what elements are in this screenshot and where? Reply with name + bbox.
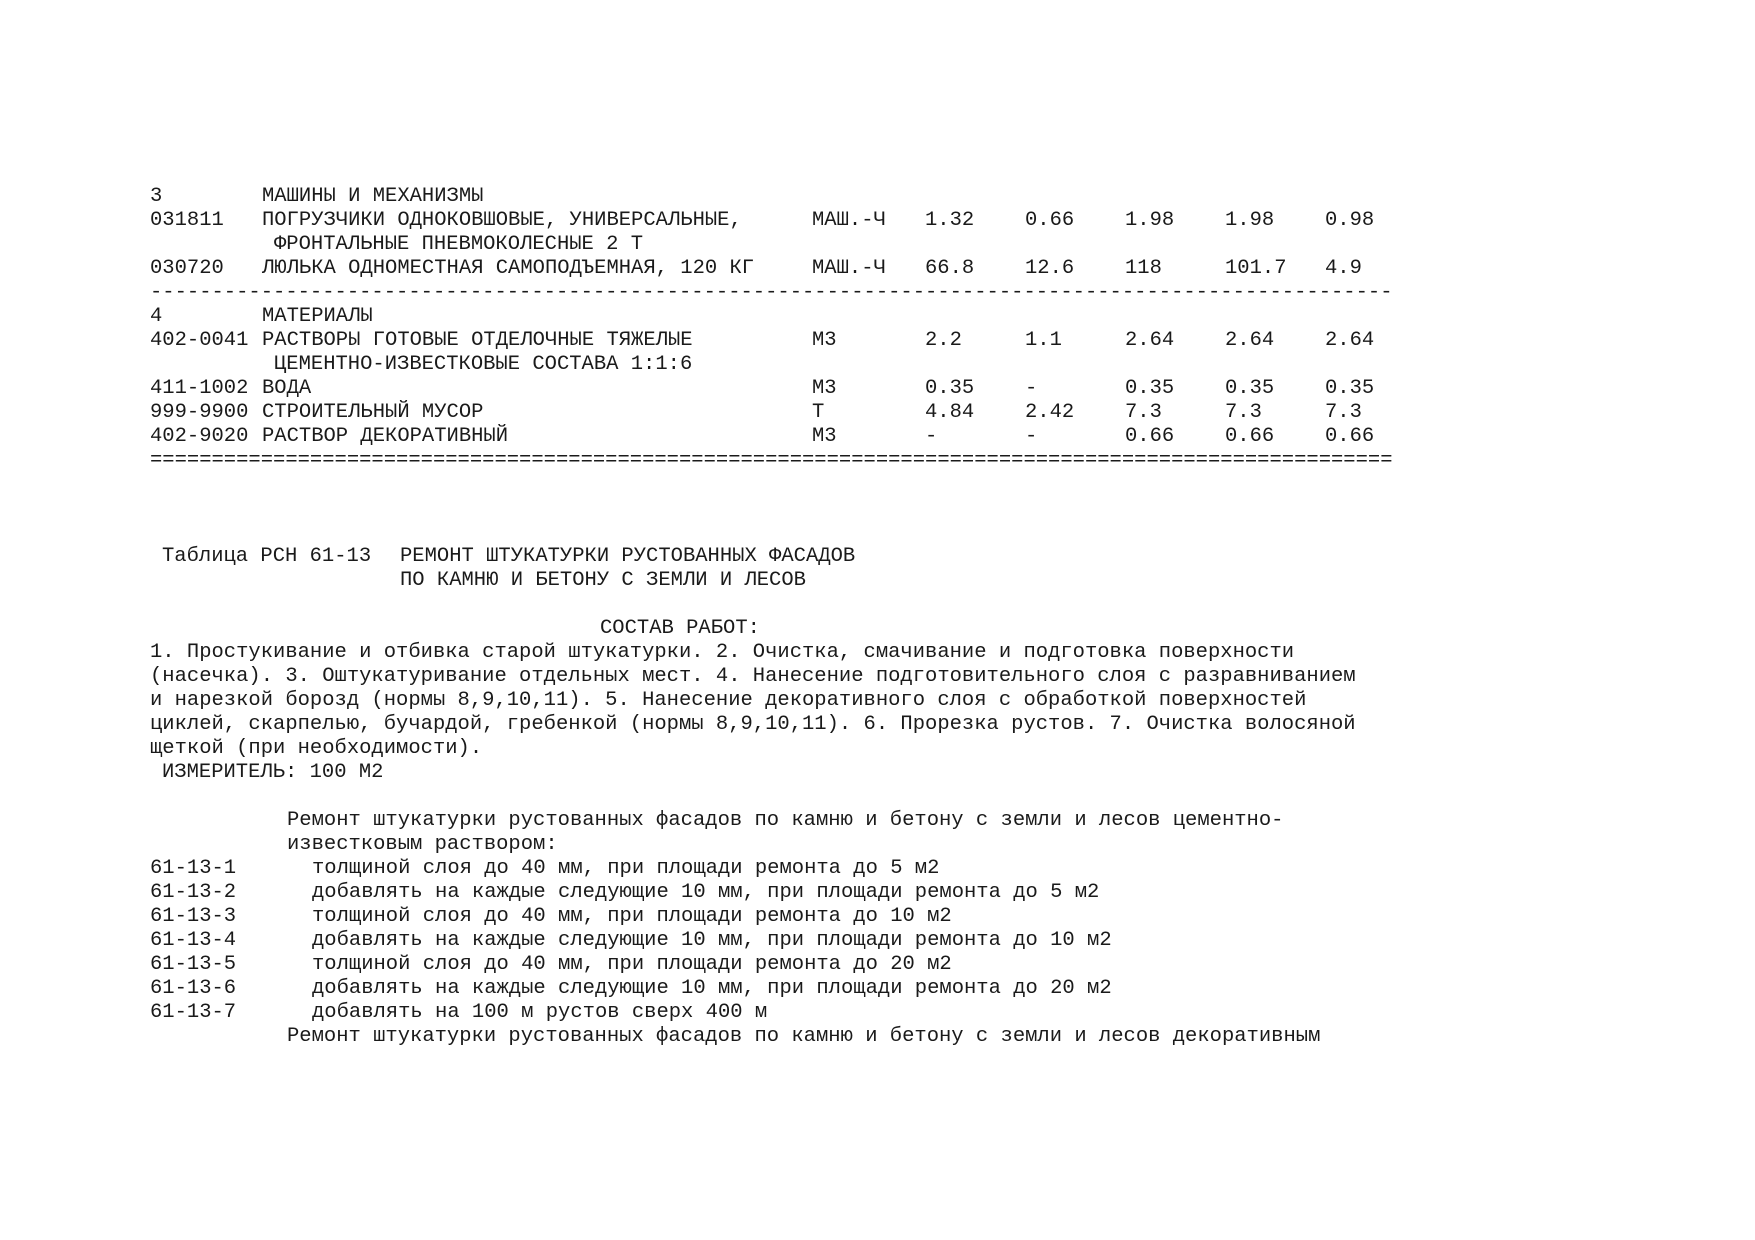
- section-number: 4: [150, 305, 163, 328]
- value-col-4: 7.3: [1225, 401, 1262, 424]
- table-heading-continuation: [0, 569, 1755, 593]
- norm-code: 61-13-7: [150, 1001, 237, 1024]
- resource-code: 999-9900: [150, 401, 249, 424]
- norm-description: толщиной слоя до 40 мм, при площади ремонта до 5 м2: [312, 857, 940, 880]
- resource-code: 402-9020: [150, 425, 249, 448]
- table-row: [0, 209, 1755, 233]
- resource-unit: М3: [812, 377, 837, 400]
- section-header-materials: [0, 305, 1755, 329]
- value-col-1: 4.84: [925, 401, 975, 424]
- value-col-4: 101.7: [1225, 257, 1287, 280]
- norm-group-text: Ремонт штукатурки рустованных фасадов по камню и бетону с земли и лесов декоративным: [287, 1025, 1321, 1048]
- value-col-5: 0.66: [1325, 425, 1375, 448]
- value-col-5: 7.3: [1325, 401, 1362, 424]
- work-text: (насечка). 3. Оштукатуривание отдельных мест. 4. Нанесение подготовительного слоя с разравниванием: [150, 665, 1356, 688]
- work-text: 1. Простукивание и отбивка старой штукатурки. 2. Очистка, смачивание и подготовка поверхности: [150, 641, 1295, 664]
- value-col-3: 1.98: [1125, 209, 1175, 232]
- norm-row: [0, 953, 1755, 977]
- value-col-3: 2.64: [1125, 329, 1175, 352]
- resource-name: СТРОИТЕЛЬНЫЙ МУСОР: [262, 401, 484, 424]
- section-title: МАТЕРИАЛЫ: [262, 305, 373, 328]
- norm-description: добавлять на каждые следующие 10 мм, при площади ремонта до 5 м2: [312, 881, 1100, 904]
- resource-name-continued: ЦЕМЕНТНО-ИЗВЕСТКОВЫЕ СОСТАВА 1:1:6: [274, 353, 693, 376]
- norm-row: [0, 929, 1755, 953]
- resource-name: РАСТВОР ДЕКОРАТИВНЫЙ: [262, 425, 509, 448]
- table-row: [0, 257, 1755, 281]
- norm-row: [0, 905, 1755, 929]
- value-col-2: -: [1025, 377, 1038, 400]
- norm-row: [0, 881, 1755, 905]
- value-col-1: 2.2: [925, 329, 962, 352]
- value-col-4: 1.98: [1225, 209, 1275, 232]
- table-row-continuation: [0, 233, 1755, 257]
- value-col-4: 0.35: [1225, 377, 1275, 400]
- value-col-2: 1.1: [1025, 329, 1062, 352]
- value-col-5: 2.64: [1325, 329, 1375, 352]
- value-col-1: 0.35: [925, 377, 975, 400]
- value-col-4: 2.64: [1225, 329, 1275, 352]
- norm-description: добавлять на каждые следующие 10 мм, при площади ремонта до 20 м2: [312, 977, 1112, 1000]
- value-col-1: -: [925, 425, 938, 448]
- section-number: 3: [150, 185, 163, 208]
- resource-unit: МАШ.-Ч: [812, 209, 886, 232]
- resource-name: РАСТВОРЫ ГОТОВЫЕ ОТДЕЛОЧНЫЕ ТЯЖЕЛЫЕ: [262, 329, 693, 352]
- norm-description: толщиной слоя до 40 мм, при площади ремонта до 20 м2: [312, 953, 952, 976]
- value-col-3: 118: [1125, 257, 1162, 280]
- norm-row: [0, 1001, 1755, 1025]
- norm-group-text: известковым раствором:: [287, 833, 558, 856]
- norm-code: 61-13-4: [150, 929, 237, 952]
- value-col-1: 66.8: [925, 257, 975, 280]
- work-text-line: [0, 665, 1755, 689]
- table-row: [0, 377, 1755, 401]
- measure-unit: ИЗМЕРИТЕЛЬ: 100 М2: [162, 761, 384, 784]
- dash-rule: -----------------------------------------------------------------------------------------------------: [150, 281, 1393, 304]
- work-heading-line: [0, 617, 1755, 641]
- work-text-line: [0, 713, 1755, 737]
- resource-unit: М3: [812, 329, 837, 352]
- resource-name: ЛЮЛЬКА ОДНОМЕСТНАЯ САМОПОДЪЕМНАЯ, 120 КГ: [262, 257, 755, 280]
- value-col-2: 12.6: [1025, 257, 1075, 280]
- resource-unit: Т: [812, 401, 825, 424]
- value-col-5: 4.9: [1325, 257, 1362, 280]
- value-col-1: 1.32: [925, 209, 975, 232]
- measure-line: [0, 761, 1755, 785]
- norm-code: 61-13-6: [150, 977, 237, 1000]
- work-text-line: [0, 689, 1755, 713]
- work-text: щеткой (при необходимости).: [150, 737, 483, 760]
- value-col-3: 0.35: [1125, 377, 1175, 400]
- value-col-5: 0.35: [1325, 377, 1375, 400]
- resource-name: ПОГРУЗЧИКИ ОДНОКОВШОВЫЕ, УНИВЕРСАЛЬНЫЕ,: [262, 209, 742, 232]
- norm-group-text: Ремонт штукатурки рустованных фасадов по камню и бетону с земли и лесов цементно-: [287, 809, 1284, 832]
- norm-row: [0, 977, 1755, 1001]
- resource-name-continued: ФРОНТАЛЬНЫЕ ПНЕВМОКОЛЕСНЫЕ 2 Т: [274, 233, 644, 256]
- value-col-4: 0.66: [1225, 425, 1275, 448]
- table-row: [0, 401, 1755, 425]
- work-text-line: [0, 641, 1755, 665]
- section-title: МАШИНЫ И МЕХАНИЗМЫ: [262, 185, 484, 208]
- value-col-5: 0.98: [1325, 209, 1375, 232]
- norm-group-title: [0, 833, 1755, 857]
- norm-code: 61-13-1: [150, 857, 237, 880]
- double-rule: =====================================================================================================: [150, 449, 1393, 472]
- table-label: Таблица РСН 61-13: [162, 545, 372, 568]
- norm-code: 61-13-3: [150, 905, 237, 928]
- norm-description: толщиной слоя до 40 мм, при площади ремонта до 10 м2: [312, 905, 952, 928]
- resource-code: 411-1002: [150, 377, 249, 400]
- resource-unit: МАШ.-Ч: [812, 257, 886, 280]
- value-col-2: 2.42: [1025, 401, 1075, 424]
- norm-group-title: [0, 1025, 1755, 1049]
- table-row: [0, 329, 1755, 353]
- table-row: [0, 425, 1755, 449]
- work-text: циклей, скарпелью, бучардой, гребенкой (нормы 8,9,10,11). 6. Прорезка рустов. 7. Очистка волосяной: [150, 713, 1356, 736]
- resource-code: 031811: [150, 209, 224, 232]
- value-col-2: -: [1025, 425, 1038, 448]
- resource-code: 030720: [150, 257, 224, 280]
- resource-name: ВОДА: [262, 377, 312, 400]
- norm-code: 61-13-2: [150, 881, 237, 904]
- norm-description: добавлять на 100 м рустов сверх 400 м: [312, 1001, 768, 1024]
- work-heading: СОСТАВ РАБОТ:: [600, 617, 760, 640]
- work-text: и нарезкой борозд (нормы 8,9,10,11). 5. Нанесение декоративного слоя с обработкой поверхностей: [150, 689, 1307, 712]
- resource-code: 402-0041: [150, 329, 249, 352]
- double-separator: [0, 449, 1755, 473]
- table-heading: [0, 545, 1755, 569]
- norm-description: добавлять на каждые следующие 10 мм, при площади ремонта до 10 м2: [312, 929, 1112, 952]
- norm-row: [0, 857, 1755, 881]
- table-title-continued: ПО КАМНЮ И БЕТОНУ С ЗЕМЛИ И ЛЕСОВ: [400, 569, 806, 592]
- norm-group-title: [0, 809, 1755, 833]
- value-col-3: 7.3: [1125, 401, 1162, 424]
- section-header-machines: [0, 185, 1755, 209]
- value-col-2: 0.66: [1025, 209, 1075, 232]
- resource-unit: М3: [812, 425, 837, 448]
- table-title: РЕМОНТ ШТУКАТУРКИ РУСТОВАННЫХ ФАСАДОВ: [400, 545, 856, 568]
- value-col-3: 0.66: [1125, 425, 1175, 448]
- table-row-continuation: [0, 353, 1755, 377]
- norm-code: 61-13-5: [150, 953, 237, 976]
- dash-separator: [0, 281, 1755, 305]
- work-text-line: [0, 737, 1755, 761]
